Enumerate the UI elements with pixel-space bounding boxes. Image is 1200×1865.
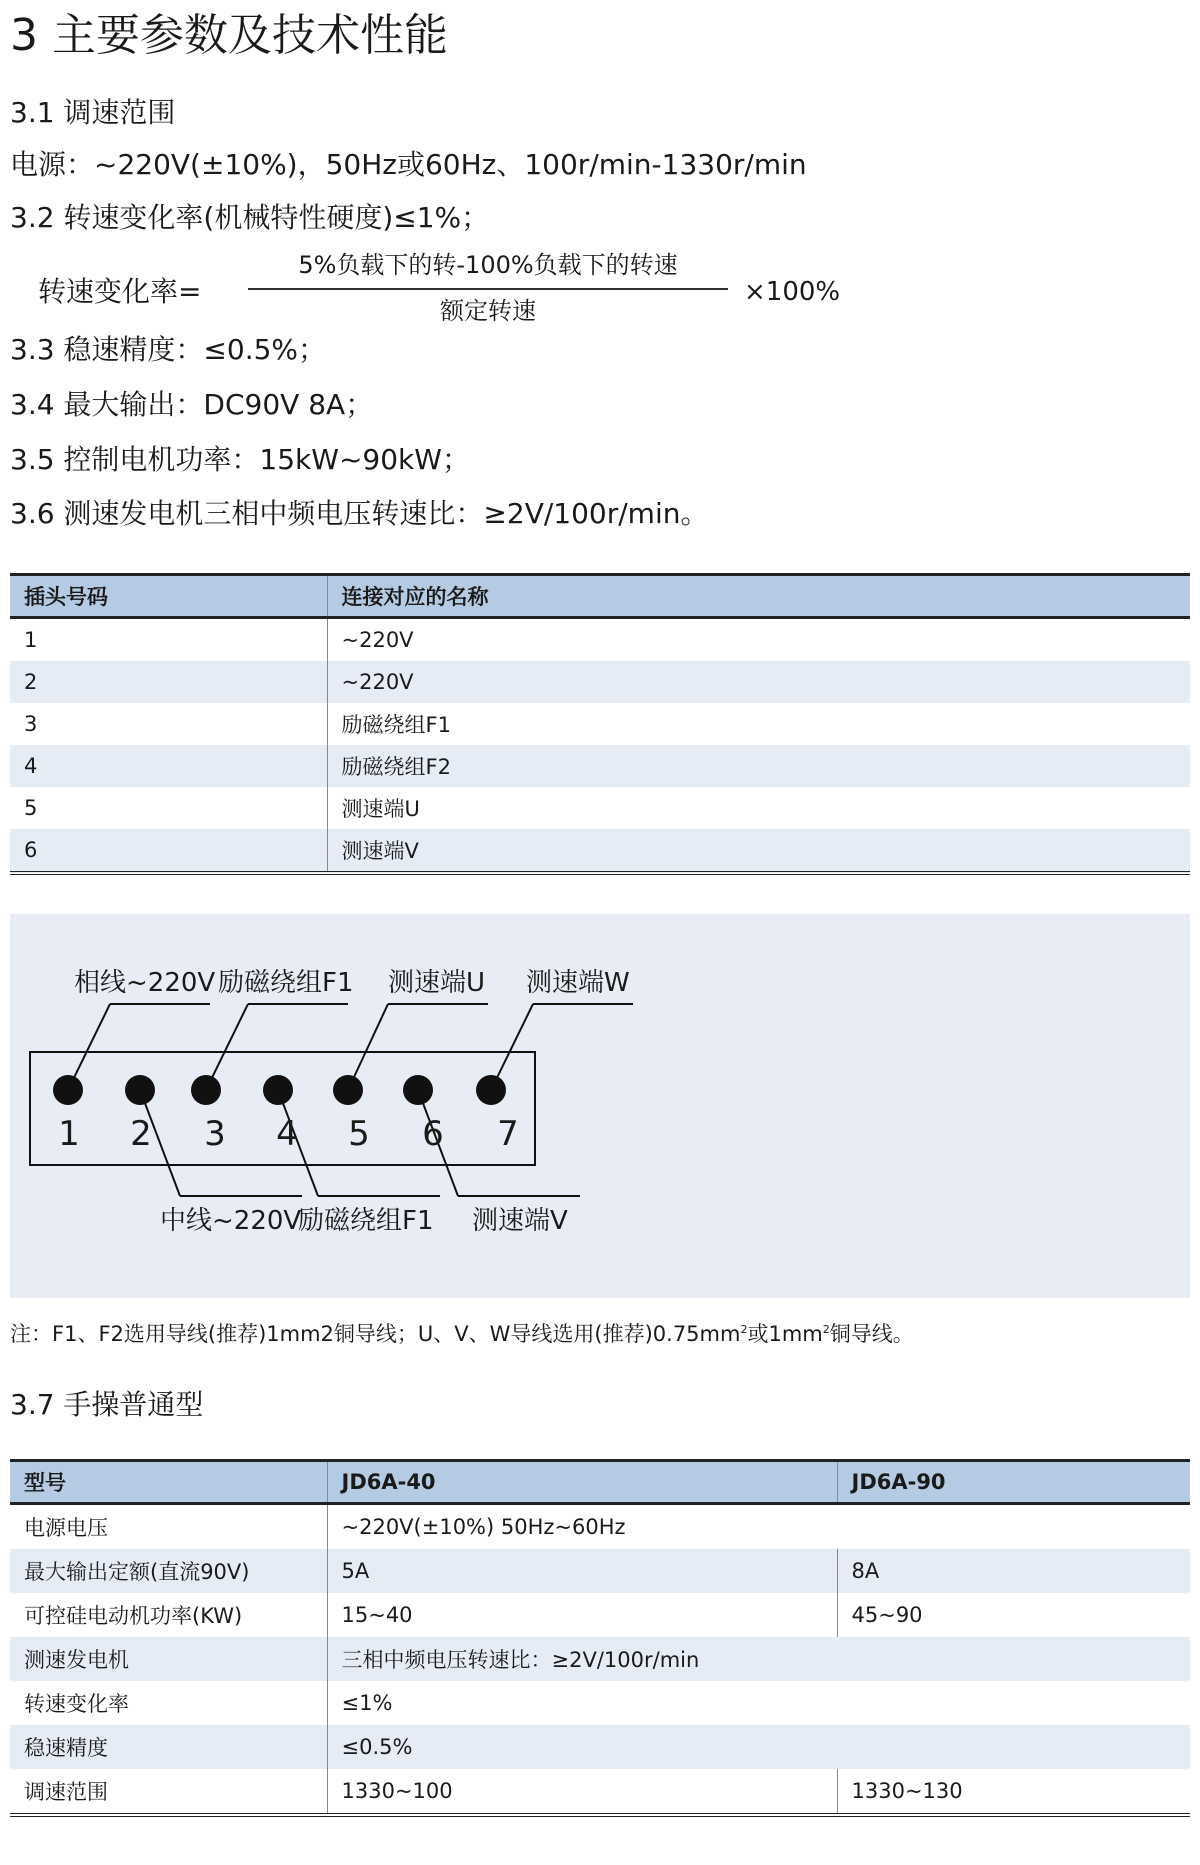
spec-value-jd6a-90: 1330~130 bbox=[837, 1769, 1190, 1815]
spec-value-jd6a-40: 5A bbox=[327, 1549, 837, 1593]
spec-table bbox=[10, 1459, 1190, 1817]
spec-label: 最大输出定额(直流90V) bbox=[10, 1549, 327, 1593]
header-plug-number: 插头号码 bbox=[10, 575, 327, 618]
pin-number: 6 bbox=[422, 1114, 444, 1154]
page-title: 3 主要参数及技术性能 bbox=[10, 10, 448, 61]
pin-number: 5 bbox=[348, 1114, 370, 1154]
table-row bbox=[10, 1504, 1190, 1550]
spec-value-jd6a-90: 45~90 bbox=[837, 1593, 1190, 1637]
spec-value-jd6a-90: 8A bbox=[837, 1549, 1190, 1593]
formula-denominator: 额定转速 bbox=[440, 297, 536, 325]
section-3-2-title: 3.2 转速变化率(机械特性硬度)≤1%； bbox=[10, 201, 490, 234]
section-3-7-title: 3.7 手操普通型 bbox=[10, 1388, 204, 1421]
table-row bbox=[10, 1769, 1190, 1815]
table-row bbox=[10, 745, 1190, 787]
table-row bbox=[10, 787, 1190, 829]
table-row bbox=[10, 618, 1190, 662]
terminal-pin bbox=[191, 1075, 221, 1105]
plug-number: 5 bbox=[24, 796, 38, 820]
spec-label: 测速发电机 bbox=[10, 1637, 327, 1681]
terminal-pin bbox=[476, 1075, 506, 1105]
spec-value: ~220V(±10%) 50Hz~60Hz bbox=[327, 1504, 1190, 1550]
section-3-4: 3.4 最大输出：DC90V 8A； bbox=[10, 388, 374, 421]
label-field-f1-bottom: 励磁绕组F1 bbox=[298, 1206, 434, 1236]
spec-value-jd6a-40: 1330~100 bbox=[327, 1769, 837, 1815]
label-tach-w: 测速端W bbox=[526, 968, 630, 998]
formula-multiplier: ×100% bbox=[744, 277, 841, 307]
spec-value: ≤1% bbox=[327, 1681, 1190, 1725]
connection-name: 励磁绕组F1 bbox=[327, 703, 1190, 745]
table-row bbox=[10, 703, 1190, 745]
header-model: 型号 bbox=[10, 1461, 327, 1504]
wiring-note: 注：F1、F2选用导线(推荐)1mm2铜导线；U、V、W导线选用(推荐)$0.75mm^2$或$1mm^2$铜导线。 bbox=[10, 1322, 914, 1346]
connection-name: 励磁绕组F2 bbox=[327, 745, 1190, 787]
wiring-diagram bbox=[10, 914, 1190, 1298]
formula-numerator: 5%负载下的转-100%负载下的转速 bbox=[298, 251, 678, 279]
pin-number: 4 bbox=[276, 1114, 298, 1154]
table-row bbox=[10, 1681, 1190, 1725]
table-row bbox=[10, 661, 1190, 703]
table-row bbox=[10, 1549, 1190, 1593]
pin-number: 2 bbox=[130, 1114, 152, 1154]
table-row bbox=[10, 1637, 1190, 1681]
spec-label: 电源电压 bbox=[24, 1516, 108, 1540]
plug-table-header bbox=[10, 575, 1190, 618]
plug-number: 3 bbox=[24, 712, 38, 736]
terminal-pin bbox=[53, 1075, 83, 1105]
spec-value: ≤0.5% bbox=[327, 1725, 1190, 1769]
header-jd6a-40: JD6A-40 bbox=[327, 1461, 837, 1504]
connection-name: ~220V bbox=[327, 661, 1190, 703]
spec-value-jd6a-40: 15~40 bbox=[327, 1593, 837, 1637]
terminal-pin bbox=[403, 1075, 433, 1105]
plug-number: 6 bbox=[10, 829, 327, 873]
label-phase-220v: 相线~220V bbox=[74, 968, 216, 998]
spec-label: 调速范围 bbox=[10, 1769, 327, 1815]
plug-number: 4 bbox=[10, 745, 327, 787]
label-field-f1-top: 励磁绕组F1 bbox=[218, 968, 354, 998]
terminal-pin bbox=[333, 1075, 363, 1105]
table-row bbox=[10, 1725, 1190, 1769]
section-3-6: 3.6 测速发电机三相中频电压转速比：≥2V/100r/min。 bbox=[10, 497, 709, 530]
spec-label: 可控硅电动机功率(KW) bbox=[24, 1604, 243, 1628]
spec-value: 三相中频电压转速比：≥2V/100r/min bbox=[327, 1637, 1190, 1681]
plug-table bbox=[10, 573, 1190, 875]
plug-number: 1 bbox=[24, 628, 38, 652]
formula-label: 转速变化率= bbox=[38, 275, 202, 308]
section-3-1-power: 电源：~220V(±10%)，50Hz或60Hz、100r/min-1330r/min bbox=[10, 148, 807, 181]
terminal-pin bbox=[263, 1075, 293, 1105]
spec-label: 稳速精度 bbox=[10, 1725, 327, 1769]
spec-table-header bbox=[10, 1461, 1190, 1504]
table-row bbox=[10, 829, 1190, 873]
header-connection-name: 连接对应的名称 bbox=[327, 575, 1190, 618]
header-jd6a-90: JD6A-90 bbox=[837, 1461, 1190, 1504]
connection-name: 测速端V bbox=[327, 829, 1190, 873]
section-3-5: 3.5 控制电机功率：15kW~90kW； bbox=[10, 443, 470, 476]
table-row bbox=[10, 1593, 1190, 1637]
spec-label: 转速变化率 bbox=[24, 1692, 129, 1716]
connection-name: ~220V bbox=[327, 618, 1190, 662]
section-3-1-title: 3.1 调速范围 bbox=[10, 96, 176, 129]
label-tach-v: 测速端V bbox=[472, 1206, 568, 1236]
plug-number: 2 bbox=[10, 661, 327, 703]
fraction-line bbox=[248, 288, 728, 290]
label-neutral-220v: 中线~220V bbox=[160, 1206, 302, 1236]
section-3-3: 3.3 稳速精度：≤0.5%； bbox=[10, 333, 327, 366]
label-tach-u: 测速端U bbox=[388, 968, 486, 998]
connection-name: 测速端U bbox=[327, 787, 1190, 829]
pin-number: 3 bbox=[204, 1114, 226, 1154]
pin-number: 7 bbox=[497, 1114, 519, 1154]
pin-number: 1 bbox=[58, 1114, 80, 1154]
terminal-pin bbox=[125, 1075, 155, 1105]
